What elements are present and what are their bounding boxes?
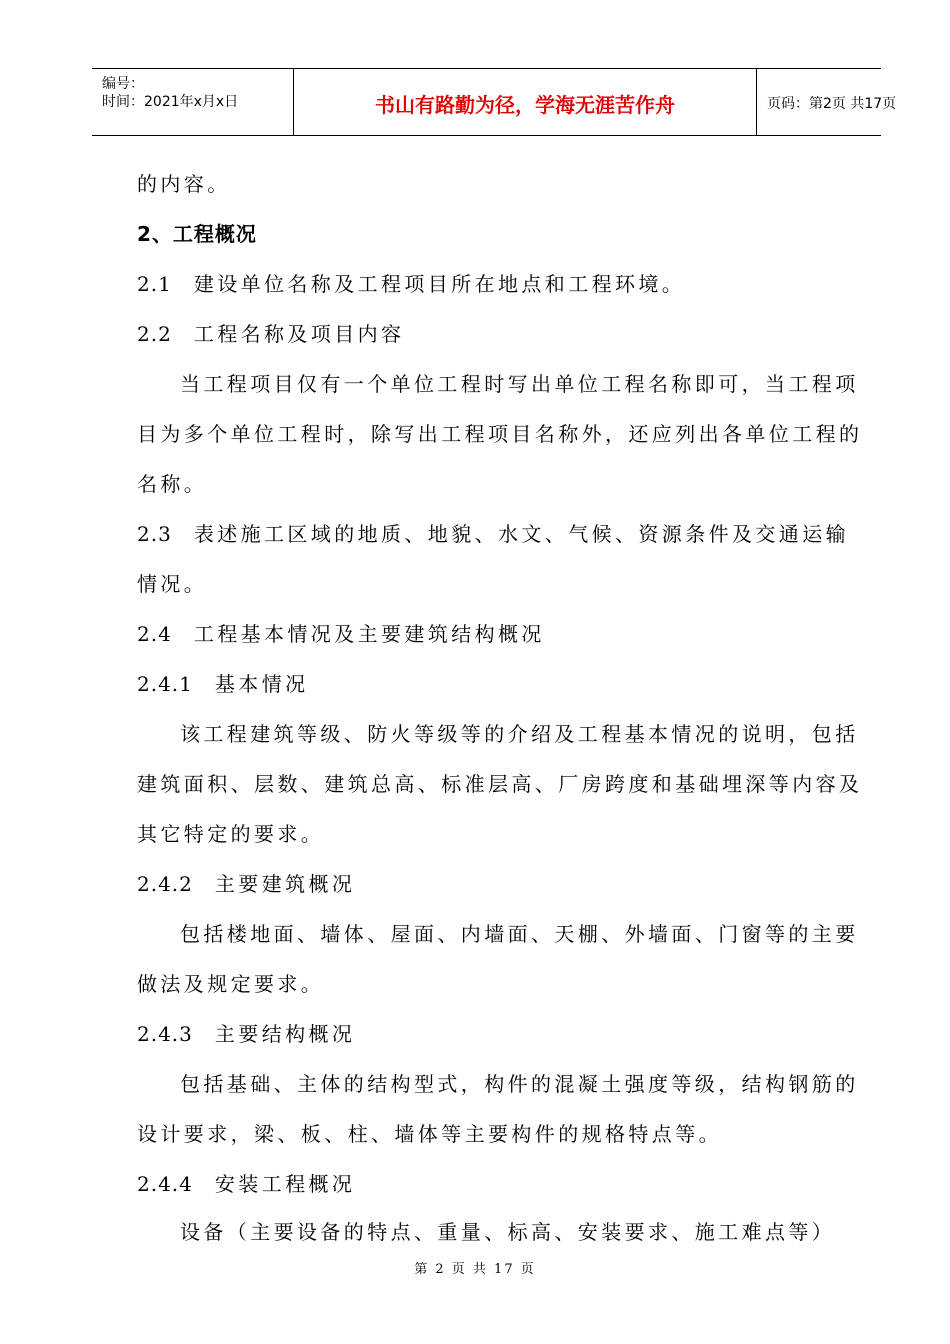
subsection-2-4-3	[137, 1021, 355, 1047]
paragraph-line: 建筑面积、层数、建筑总高、标准层高、厂房跨度和基础埋深等内容及	[137, 772, 863, 796]
page-footer: 第 2 页 共 17 页	[414, 1262, 536, 1277]
section-title: 工程基本情况及主要建筑结构概况	[193, 622, 545, 646]
text-line: 的内容。	[137, 172, 231, 196]
paragraph-line: 设备（主要设备的特点、重量、标高、安装要求、施工难点等）	[180, 1220, 836, 1244]
subsection-2-1	[137, 271, 685, 297]
section-title: 建设单位名称及工程项目所在地点和工程环境。	[193, 272, 686, 296]
motto-text: 书山有路勤为径，学海无涯苦作舟	[375, 93, 675, 117]
paragraph-line: 做法及规定要求。	[137, 972, 325, 996]
time-label: 时间：2021年x月x日	[102, 94, 239, 110]
paragraph-line: 当工程项目仅有一个单位工程时写出单位工程名称即可，当工程项	[180, 372, 859, 396]
paragraph-line: 包括基础、主体的结构型式，构件的混凝土强度等级，结构钢筋的	[180, 1072, 859, 1096]
section-title: 安装工程概况	[214, 1172, 356, 1196]
header-motto-cell	[293, 69, 757, 135]
header-page-label: 页码：第2页 共17页	[767, 96, 897, 112]
paragraph-line: 名称。	[137, 472, 208, 496]
section-number: 2.4.4	[137, 1172, 193, 1196]
section-number: 2.2	[137, 322, 172, 346]
section-title: 表述施工区域的地质、地貌、水文、气候、资源条件及交通运输	[193, 522, 850, 546]
section-heading: 2、工程概况	[137, 222, 257, 246]
section-number: 2.3	[137, 522, 172, 546]
serial-label: 编号：	[102, 76, 144, 92]
paragraph-line: 目为多个单位工程时，除写出工程项目名称外，还应列出各单位工程的	[137, 422, 863, 446]
section-number: 2.4.2	[137, 872, 193, 896]
header-info-cell	[92, 69, 293, 135]
paragraph-line: 情况。	[137, 572, 208, 596]
paragraph-line: 该工程建筑等级、防火等级等的介绍及工程基本情况的说明，包括	[180, 722, 859, 746]
section-number: 2.4.1	[137, 672, 193, 696]
paragraph-line: 设计要求，梁、板、柱、墙体等主要构件的规格特点等。	[137, 1122, 722, 1146]
subsection-2-3	[137, 521, 849, 547]
section-number: 2.1	[137, 272, 172, 296]
page-header	[92, 68, 897, 136]
section-title: 主要结构概况	[214, 1022, 356, 1046]
section-title: 工程名称及项目内容	[193, 322, 405, 346]
section-title: 主要建筑概况	[214, 872, 356, 896]
paragraph-line: 其它特定的要求。	[137, 822, 325, 846]
section-title: 基本情况	[214, 672, 309, 696]
subsection-2-4-4	[137, 1171, 355, 1197]
subsection-2-4-1	[137, 671, 309, 697]
header-page-cell	[757, 69, 897, 135]
subsection-2-4	[137, 621, 545, 647]
paragraph-line: 包括楼地面、墙体、屋面、内墙面、天棚、外墙面、门窗等的主要	[180, 922, 859, 946]
section-number: 2.4	[137, 622, 172, 646]
subsection-2-2	[137, 321, 404, 347]
section-number: 2.4.3	[137, 1022, 193, 1046]
subsection-2-4-2	[137, 871, 355, 897]
